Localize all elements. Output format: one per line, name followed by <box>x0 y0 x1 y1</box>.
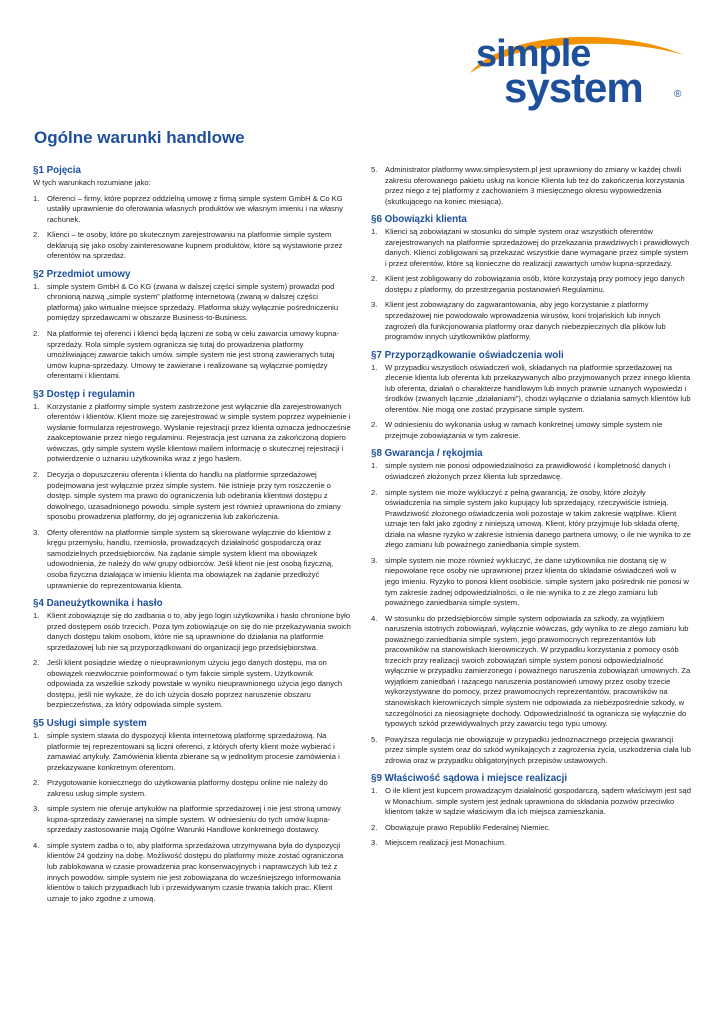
right-column <box>371 165 691 856</box>
section-1-terms <box>33 165 351 262</box>
list-item: 3. Klient jest zobowiązany do zagwarantowania, aby jego korzystanie z platformy sprzedażowej nie powodowało wprowadzenia wirusów, koni trojańskich lub innych zagrożeń dla funkcjonowania platformy oraz danych niebezpiecznych dla plików lub programów innych użytkowników platformy. <box>371 300 666 342</box>
list-item: 2. Decyzja o dopuszczeniu oferenta i klienta do handlu na platformie sprzedażowej podejmowana jest wyłącznie przez simple system. Nie istnieje przy tym roszczenie o dostęp. simple system ma prawo do ograniczenia lub odebrania klientowi dostępu z dowolnego, uzasadnionego powodu. simple system jest również uprawniona do zmiany sposobu prowadzenia platformy, do jej ograniczenia lub zakończenia. <box>33 470 341 522</box>
logo-word-simple: simple <box>476 33 591 75</box>
list-item: 5. Powyższa regulacja nie obowiązuje w przypadku jednoznacznego przejęcia gwarancji przez simple system oraz do szkód wynikających z zagrożenia życia, uszkodzenia ciała lub zdrowia oraz w przypadku obligatoryjnych przepisów ustawowych. <box>371 734 691 765</box>
list-item: 2. W odniesieniu do wykonania usług w ramach konkretnej umowy simple system nie przejmuje zobowiązania w tym zakresie. <box>371 420 663 440</box>
list-item: 3. simple system nie oferuje artykułów na platformie sprzedażowej i nie jest stroną umowy kupna-sprzedaży zawieranej na simple system. W odniesieniu do tych umów kupna-sprzedaży zastosowanie mają Ogólne Warunki Handlowe konkretnego dostawcy. <box>33 804 341 835</box>
section-5-services <box>33 718 351 904</box>
page-title: Ogólne warunki handlowe <box>34 128 245 147</box>
section-heading: §7 Przyporządkowanie oświadczenia woli <box>371 349 564 361</box>
list-item: 2. simple system nie może wykluczyć z pełną gwarancją, że osoby, które złożyły oświadczenia na simple system jako kupujący lub sprzedający, rzeczywiście istnieją. Prawdziwość złożonego oświadczenia woli pozostaje w takim zakresie wątpliwe. Klient uznaje ten fakt jako zgodny z niniejszą umową. Klient, który przyjmuje lub składa ofertę, działa na własne ryzyko w zakresie istnienia danego partnera umowy, o ile nie wynika to ze złego zamiaru lub poważnego zaniedbania simple system. <box>371 487 691 550</box>
section-intro: W tych warunkach rozumiane jako: <box>33 178 151 187</box>
section-heading: §6 Obowiązki klienta <box>371 214 467 226</box>
list-item: 4. simple system zadba o to, aby platforma sprzedażowa utrzymywana była do dyspozycji klientów 24 godziny na dobę. Możliwość dostępu do platformy może zostać ograniczona lub zablokowana w czasie prowadzenia prac konserwacyjnych i naprawczych lub też z innych powodów. simple system nie jest zobowiązana do wcześniejszego informowania klientów o takich przypadkach lub i przewidywanym czasie trwania takich prac. Klient uznaje to jako zgodne z umową. <box>33 840 344 903</box>
list-item: 1. simple system GmbH & Co KG (zwana w dalszej części simple system) prowadzi pod chronioną nazwą „simple system” platformę internetową (zwaną w dalszej części platformą) jako wirtualne miejsce sprzedaży. Platforma służy wyłącznie pośredniczeniu pomiędzy sprzedawcami w obszarze Business-to-Business. <box>33 281 339 323</box>
list-item: 5. Administrator platformy www.simplesystem.pl jest uprawniony do zmiany w każdej chwili zakresu oferowanego pakietu usług na koncie Klienta lub też do zakończenia korzystania przez niego z tej platformy z zachowaniem 3 miesięcznego okresu wypowiedzenia (skutkującego na koniec miesiąca). <box>371 165 685 206</box>
section-5-continued <box>371 165 691 207</box>
section-6-client-duties <box>371 214 691 342</box>
logo-word-system: system <box>504 64 643 111</box>
section-2-subject <box>33 269 351 382</box>
list-item: 2. Jeśli klient posiądzie wiedzę o nieuprawnionym użyciu jego danych dostępu, ma on obowiązek niezwłocznie poinformować o tym fakcie simple system. Użytkownik odpowiada za wszelkie szkody powstałe w wyniku nieuprawnionego użycia jego danych dostępu, jeśli nie wykaże, że do ich użycia doszło poprzez naruszenie obszaru bezpieczeństwa, za który odpowiada simple system. <box>33 658 343 710</box>
list-item: 2. Klienci – te osoby, które po skutecznym zarejestrowaniu na platformie simple system deklarują się jako osoby zainteresowane kupnem produktów, które są wystawione przez oferentów na sprzedaż. <box>33 230 343 261</box>
list-item: 1. simple system nie ponosi odpowiedzialności za prawidłowość i kompletność danych i oświadczeń złożonych przez klienta lub sprzedawcę. <box>371 461 671 482</box>
list-item: 1. Klient zobowiązuje się do zadbania o to, aby jego login użytkownika i hasło chronione było przed dostępem osób trzecich. Poza tym zobowiązuje on się do nie przekazywania swoich danych dostępu takim osobom, które nie są uprawnione do działania na platformie sprzedażowej lub nie są przyporządkowani do organizacji jego przedsiębiorstwa. <box>33 611 351 652</box>
section-heading: §8 Gwarancja / rękojmia <box>371 448 483 460</box>
list-item: 1. Oferenci – firmy, które poprzez oddzielną umowę z firmą simple system GmbH & Co KG ustaliły uprawnienie do oferowania własnych produktów we własnym imieniu i na własny rachunek. <box>33 193 343 224</box>
section-heading: §9 Właściwość sądowa i miejsce realizacji <box>371 773 568 785</box>
section-heading: §2 Przedmiot umowy <box>33 268 131 280</box>
left-column <box>33 165 351 911</box>
list-item: 1. simple system stawia do dyspozycji klienta internetową platformę sprzedażową. Na platformie tej reprezentowani są liczni oferenci, z których oferty klient może wybierać i zamawiać artykuły. Zamówienia klienta zbierane są w jednolitym procesie zamówienia i przekazywane konkretnym oferentom. <box>33 730 340 772</box>
list-item: 2. Obowiązuje prawo Republiki Federalnej Niemiec. <box>371 822 551 832</box>
list-item: 1. W przypadku wszystkich oświadczeń woli, składanych na platformie sprzedażowej na zlecenie klienta lub oferenta lub przekazywanych albo przyjmowanych przez innego klienta lub oferenta, działań o charakterze handlowym lub innych prawnie uznanych wypowiedzi i środków (zwanych łącznie „działaniami”), chodzi wyłącznie o działania samych klientów lub oferentów. Nie mogą one zostać przypisane simple system. <box>371 362 691 414</box>
section-7-declarations <box>371 350 691 442</box>
section-9-jurisdiction <box>371 773 691 849</box>
list-item: 2. Klient jest zobligowany do zobowiązania osób, które korzystają przy pomocy jego danych dostępu z platformy, do przestrzegania postanowień Regulaminu. <box>371 274 685 294</box>
list-item: 2. Na platformie tej oferenci i klienci będą łączeni ze sobą w celu zawarcia umowy kupna-sprzedaży. Rola simple system ogranicza się tutaj do prowadzenia platformy umożliwiającej zawarcie takich umów. simple system nie jest stroną zawieranych tutaj umów kupna-sprzedaży. Umowy te zawierane i realizowane są wyłącznie pomiędzy oferentami i klientami. <box>33 329 340 381</box>
list-item: 3. Oferty oferentów na platformie simple system są skierowane wyłącznie do klientów z kręgu przemysłu, handlu, rzemiosła, prowadzących działalność gospodarczą oraz samodzielnych przedsiębiorców. Na żądanie simple system klient ma obowiązek udowodnienia, że należy do w/w grupy odbiorców. Jeśli klient nie jest osobą fizyczną, osoba fizyczna działająca w imieniu klienta ma obowiązek na żądanie przedłożyć uprawnienie do reprezentowania klienta. <box>33 527 334 590</box>
list-item: 4. W stosunku do przedsiębiorców simple system odpowiada za szkody, za wyjątkiem naruszenia istotnych zobowiązań, wyłącznie wówczas, gdy wynika to ze złego zamiaru lub poważnego zaniedbania simple system, jego prawomocnych reprezentantów lub pracowników na stanowiskach kierowniczych. W przypadku korzystania z pomocy osób trzecich przy realizacji swoich zobowiązań simple system ponosi odpowiedzialność wyłącznie w przypadku zamierzonego i poważnego naruszenia zobowiązań umownych. Za wyjątkiem zaniedbań i rażącego naruszenia postanowień umowy przez osoby trzecie wykorzystywane do pomocy, przez prawomocnych reprezentantów, pracowników na stanowiskach kierowniczych simple system nie odpowiada za niebezpośrednie szkody, w szczególności za nieosiągnięte dochody. Odpowiedzialność ta ogranicza się wyłącznie do typowych szkód przewidywalnych przy zawarciu tego typu umowy. <box>371 613 691 729</box>
section-heading: §1 Pojęcia <box>33 165 81 176</box>
section-heading: §3 Dostęp i regulamin <box>33 388 135 400</box>
section-heading: §4 Daneużytkownika i hasło <box>33 598 163 610</box>
list-item: 3. Miejscem realizacji jest Monachium. <box>371 838 507 848</box>
list-item: 1. Korzystanie z platformy simple system zastrzeżone jest wyłącznie dla zarejestrowanych oferentów i klientów. Klient może się zarejestrować w simple system poprzez wypełnienie i wysłanie formularza rejestrowego. Wysłanie rejestracji przez klienta oznacza jednocześnie zaakceptowanie przez niego regulaminu. Rejestracja jest uznana za zakończoną dopiero wówczas, gdy simple system wyśle klientowi mailem informację o skutecznej rejestracji i potwierdzenie o uznaniu użytkownika wraz z jego hasłem. <box>33 401 351 464</box>
list-item: 1. Klienci są zobowiązani w stosunku do simple system oraz wszystkich oferentów zarejestrowanych na platformie sprzedażowej do przekazania prawdziwych i prawidłowych danych. Klienci zobligowani są przekazać wszystkie dane wymagane przez simple system i przez oferentów, które są konieczne do realizacji zawartych umów kupna-sprzedaży. <box>371 227 690 268</box>
list-item: 3. simple system nie może również wykluczyć, że dane użytkownika nie dostaną się w niepowołane ręce osoby nie uprawnionej przez klienta do składanie oświadczeń woli w jego imieniu. Ryzyko to ponosi klient osobiście. simple system jako pośrednik nie ponosi w tym zakresie żadnej odpowiedzialności, o ile nie wynika to z ze złego zamiaru lub poważnego zaniedbania simple system. <box>371 555 689 608</box>
list-item: 2. Przygotowanie koniecznego do użytkowania platformy dostępu online nie należy do zakresu usług simple system. <box>33 778 328 798</box>
registered-mark: ® <box>674 89 682 100</box>
section-3-access <box>33 389 351 591</box>
section-8-warranty <box>371 448 691 766</box>
list-item: 1. O ile klient jest kupcem prowadzącym działalność gospodarczą, sądem właściwym jest sąd w Monachium. simple system jest jednak uprawniona do składania pozwów przeciwko klientom także w sądzie właściwym dla ich miejsca zamieszkania. <box>371 786 691 817</box>
simple-system-logo <box>462 33 688 113</box>
section-heading: §5 Usługi simple system <box>33 717 147 729</box>
section-4-user-data <box>33 598 351 711</box>
